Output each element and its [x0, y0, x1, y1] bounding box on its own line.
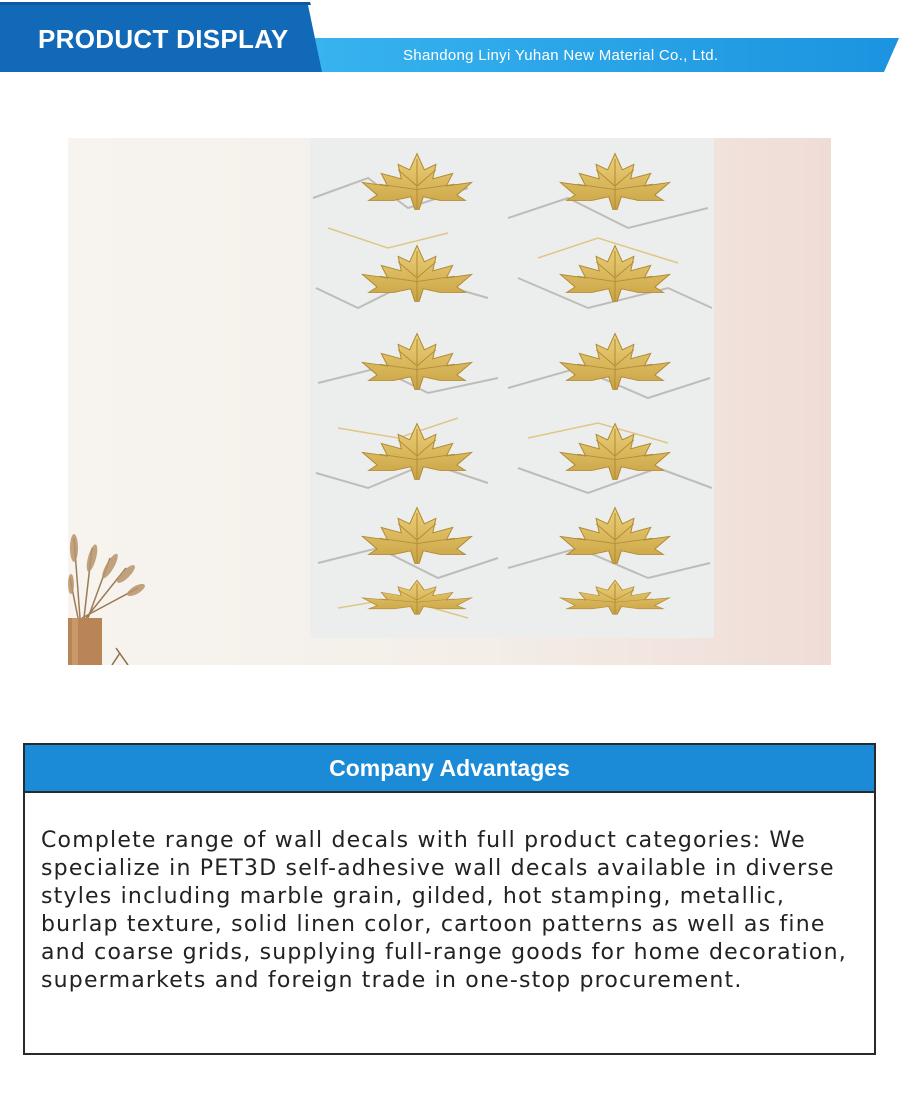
header-banner — [0, 0, 899, 75]
advantages-title: Company Advantages — [329, 754, 570, 781]
advantages-body: Complete range of wall decals with full product categories: We specialize in PET3D self-adhesive wall decals available in diverse styles including marble grain, gilded, hot stamping, metallic, burlap texture, solid linen color, cartoon patterns as well as fine and coarse grids, supplying full-range goods for home decoration, supermarkets and foreign trade in one-stop procurement. — [41, 828, 847, 993]
vase-icon — [68, 618, 102, 665]
wall-decal-panel — [310, 138, 714, 638]
company-name: Shandong Linyi Yuhan New Material Co., Ltd. — [403, 47, 719, 64]
page-title: PRODUCT DISPLAY — [38, 24, 289, 54]
product-photo — [68, 138, 831, 665]
company-advantages-card — [23, 743, 876, 1055]
advantages-header — [25, 745, 874, 793]
